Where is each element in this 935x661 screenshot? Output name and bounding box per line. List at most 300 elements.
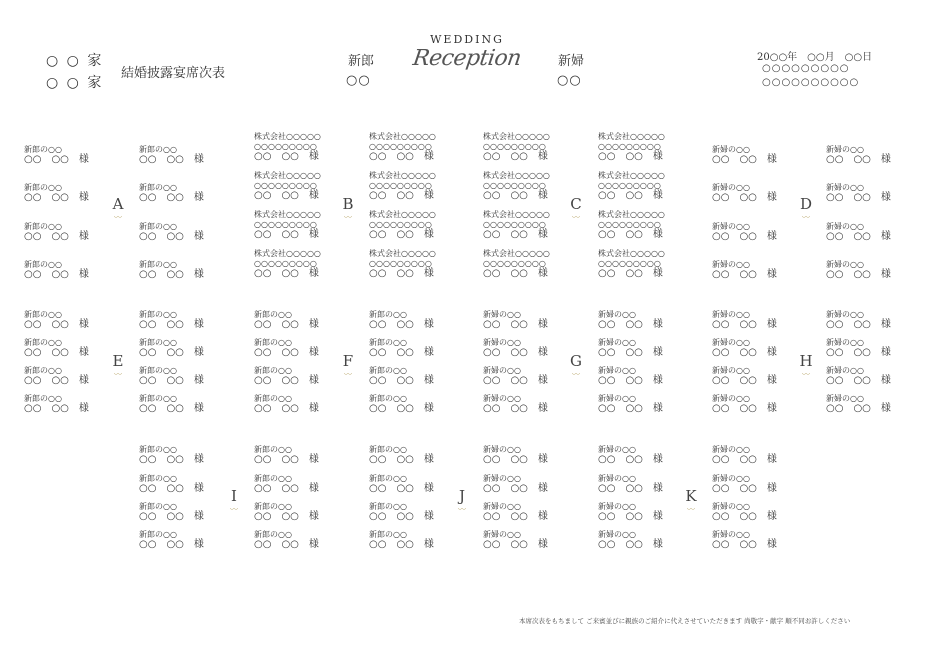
table-label-k	[681, 487, 701, 513]
swirl-ornament: 〰	[344, 213, 352, 222]
honorific-sama: 様	[193, 319, 204, 330]
guest-company: 株式会社○○○○○	[254, 171, 321, 180]
guest-entry	[483, 132, 550, 162]
guest-entry	[826, 338, 891, 358]
guest-entry	[483, 530, 548, 550]
guest-entry	[712, 222, 777, 242]
guest-department: ○○○○○○○○○	[254, 259, 317, 268]
honorific-sama: 様	[308, 268, 319, 279]
guest-relation: 新婦の○○	[598, 366, 636, 375]
guest-entry	[598, 394, 663, 414]
guest-name: ○○ ○○	[826, 319, 871, 330]
guest-name: ○○ ○○	[24, 192, 69, 203]
guest-entry	[483, 366, 548, 386]
honorific-sama: 様	[423, 151, 434, 162]
guest-name: ○○ ○○	[712, 154, 757, 165]
guest-name: ○○ ○○	[712, 192, 757, 203]
guest-name: ○○ ○○	[369, 151, 414, 162]
guest-department: ○○○○○○○○○	[369, 142, 432, 151]
guest-name: ○○ ○○	[712, 375, 757, 386]
guest-name: ○○ ○○	[826, 403, 871, 414]
guest-entry	[369, 530, 434, 550]
table-letter: C	[570, 195, 582, 213]
honorific-sama: 様	[766, 319, 777, 330]
guest-relation: 新婦の○○	[598, 310, 636, 319]
guest-entry	[826, 394, 891, 414]
guest-name: ○○ ○○	[369, 454, 414, 465]
guest-name: ○○ ○○	[369, 190, 414, 201]
guest-entry	[254, 474, 319, 494]
guest-entry	[139, 183, 204, 203]
guest-name: ○○ ○○	[483, 539, 528, 550]
table-label-h	[796, 352, 816, 378]
guest-company: 株式会社○○○○○	[369, 171, 436, 180]
guest-entry	[24, 222, 89, 242]
guest-entry	[483, 502, 548, 522]
honorific-sama: 様	[423, 268, 434, 279]
honorific-sama: 様	[880, 231, 891, 242]
table-letter: K	[685, 487, 697, 505]
guest-name: ○○ ○○	[826, 269, 871, 280]
honorific-sama: 様	[652, 511, 663, 522]
honorific-sama: 様	[193, 403, 204, 414]
honorific-sama: 様	[880, 347, 891, 358]
guest-relation: 新婦の○○	[712, 338, 750, 347]
table-letter: E	[112, 352, 124, 370]
guest-department: ○○○○○○○○○	[254, 220, 317, 229]
guest-name: ○○ ○○	[369, 403, 414, 414]
honorific-sama: 様	[308, 511, 319, 522]
swirl-ornament: 〰	[572, 370, 580, 379]
guest-entry	[483, 210, 550, 240]
honorific-sama: 様	[652, 268, 663, 279]
table-label-c	[566, 195, 586, 221]
guest-relation: 新郎の○○	[139, 474, 177, 483]
guest-relation: 新婦の○○	[483, 366, 521, 375]
guest-entry	[369, 366, 434, 386]
honorific-sama: 様	[78, 192, 89, 203]
guest-name: ○○ ○○	[254, 347, 299, 358]
guest-entry	[712, 183, 777, 203]
guest-relation: 新郎の○○	[254, 502, 292, 511]
guest-relation: 新婦の○○	[712, 310, 750, 319]
guest-entry	[598, 132, 665, 162]
guest-entry	[369, 394, 434, 414]
guest-entry	[254, 210, 321, 240]
honorific-sama: 様	[308, 539, 319, 550]
guest-relation: 新郎の○○	[24, 338, 62, 347]
guest-department: ○○○○○○○○○	[483, 220, 546, 229]
guest-relation: 新郎の○○	[369, 338, 407, 347]
honorific-sama: 様	[880, 403, 891, 414]
guest-entry	[712, 366, 777, 386]
guest-department: ○○○○○○○○○	[598, 259, 661, 268]
guest-entry	[483, 171, 550, 201]
guest-relation: 新婦の○○	[826, 366, 864, 375]
honorific-sama: 様	[537, 511, 548, 522]
guest-relation: 新婦の○○	[483, 394, 521, 403]
guest-name: ○○ ○○	[712, 269, 757, 280]
guest-name: ○○ ○○	[483, 511, 528, 522]
swirl-ornament: 〰	[458, 505, 466, 514]
guest-name: ○○ ○○	[139, 511, 184, 522]
guest-entry	[254, 445, 319, 465]
guest-relation: 新郎の○○	[254, 474, 292, 483]
guest-entry	[369, 249, 436, 279]
honorific-sama: 様	[423, 511, 434, 522]
swirl-ornament: 〰	[572, 213, 580, 222]
table-label-g	[566, 352, 586, 378]
guest-name: ○○ ○○	[369, 319, 414, 330]
guest-relation: 新郎の○○	[254, 394, 292, 403]
guest-entry	[254, 132, 321, 162]
guest-relation: 新婦の○○	[483, 310, 521, 319]
honorific-sama: 様	[537, 347, 548, 358]
swirl-ornament: 〰	[687, 505, 695, 514]
honorific-sama: 様	[652, 190, 663, 201]
guest-name: ○○ ○○	[483, 190, 528, 201]
guest-company: 株式会社○○○○○	[369, 249, 436, 258]
guest-name: ○○ ○○	[24, 154, 69, 165]
guest-company: 株式会社○○○○○	[598, 249, 665, 258]
honorific-sama: 様	[880, 269, 891, 280]
table-letter: F	[342, 352, 354, 370]
guest-relation: 新婦の○○	[712, 260, 750, 269]
honorific-sama: 様	[193, 347, 204, 358]
guest-name: ○○ ○○	[369, 539, 414, 550]
table-label-i	[224, 487, 244, 513]
guest-entry	[139, 530, 204, 550]
honorific-sama: 様	[423, 454, 434, 465]
guest-name: ○○ ○○	[139, 539, 184, 550]
guest-relation: 新郎の○○	[369, 502, 407, 511]
guest-entry	[598, 366, 663, 386]
guest-relation: 新婦の○○	[712, 183, 750, 192]
guest-relation: 新郎の○○	[369, 445, 407, 454]
honorific-sama: 様	[652, 539, 663, 550]
guest-name: ○○ ○○	[483, 268, 528, 279]
guest-department: ○○○○○○○○○	[483, 142, 546, 151]
guest-entry	[24, 145, 89, 165]
honorific-sama: 様	[766, 403, 777, 414]
guest-entry	[254, 338, 319, 358]
guest-entry	[598, 210, 665, 240]
guest-relation: 新郎の○○	[24, 366, 62, 375]
guest-company: 株式会社○○○○○	[369, 132, 436, 141]
guest-relation: 新婦の○○	[598, 502, 636, 511]
table-label-a	[108, 195, 128, 221]
guest-name: ○○ ○○	[254, 539, 299, 550]
guest-name: ○○ ○○	[254, 511, 299, 522]
guest-relation: 新婦の○○	[598, 445, 636, 454]
guest-entry	[598, 530, 663, 550]
honorific-sama: 様	[880, 375, 891, 386]
guest-entry	[712, 445, 777, 465]
guest-entry	[598, 249, 665, 279]
guest-name: ○○ ○○	[483, 403, 528, 414]
honorific-sama: 様	[78, 347, 89, 358]
guest-name: ○○ ○○	[712, 539, 757, 550]
guest-entry	[598, 310, 663, 330]
guest-company: 株式会社○○○○○	[483, 210, 550, 219]
guest-name: ○○ ○○	[598, 539, 643, 550]
guest-relation: 新郎の○○	[139, 338, 177, 347]
guest-relation: 新婦の○○	[483, 338, 521, 347]
guest-company: 株式会社○○○○○	[369, 210, 436, 219]
honorific-sama: 様	[537, 268, 548, 279]
guest-relation: 新婦の○○	[712, 530, 750, 539]
guest-relation: 新郎の○○	[24, 222, 62, 231]
guest-name: ○○ ○○	[826, 154, 871, 165]
honorific-sama: 様	[537, 483, 548, 494]
guest-entry	[139, 502, 204, 522]
guest-company: 株式会社○○○○○	[483, 171, 550, 180]
honorific-sama: 様	[766, 269, 777, 280]
honorific-sama: 様	[652, 319, 663, 330]
guest-entry	[712, 145, 777, 165]
honorific-sama: 様	[308, 403, 319, 414]
guest-relation: 新郎の○○	[369, 366, 407, 375]
guest-name: ○○ ○○	[254, 151, 299, 162]
honorific-sama: 様	[193, 231, 204, 242]
honorific-sama: 様	[766, 192, 777, 203]
guest-name: ○○ ○○	[826, 347, 871, 358]
honorific-sama: 様	[766, 231, 777, 242]
guest-department: ○○○○○○○○○	[483, 181, 546, 190]
guest-name: ○○ ○○	[826, 231, 871, 242]
guest-relation: 新郎の○○	[139, 183, 177, 192]
guest-relation: 新郎の○○	[254, 338, 292, 347]
guest-name: ○○ ○○	[254, 375, 299, 386]
guest-name: ○○ ○○	[598, 454, 643, 465]
guest-name: ○○ ○○	[712, 483, 757, 494]
guest-company: 株式会社○○○○○	[254, 210, 321, 219]
guest-name: ○○ ○○	[369, 268, 414, 279]
guest-entry	[826, 222, 891, 242]
guest-name: ○○ ○○	[139, 154, 184, 165]
guest-entry	[483, 474, 548, 494]
guest-relation: 新郎の○○	[24, 394, 62, 403]
guest-entry	[598, 502, 663, 522]
wedding-date: 20○○年 ○○月 ○○日	[757, 52, 873, 63]
guest-entry	[139, 260, 204, 280]
guest-name: ○○ ○○	[483, 319, 528, 330]
guest-name: ○○ ○○	[483, 483, 528, 494]
guest-entry	[254, 249, 321, 279]
guest-entry	[483, 310, 548, 330]
guest-name: ○○ ○○	[712, 231, 757, 242]
honorific-sama: 様	[537, 375, 548, 386]
honorific-sama: 様	[652, 347, 663, 358]
guest-entry	[139, 310, 204, 330]
guest-name: ○○ ○○	[826, 375, 871, 386]
guest-name: ○○ ○○	[139, 192, 184, 203]
honorific-sama: 様	[308, 375, 319, 386]
guest-relation: 新郎の○○	[254, 366, 292, 375]
honorific-sama: 様	[193, 192, 204, 203]
guest-relation: 新婦の○○	[826, 394, 864, 403]
guest-entry	[826, 366, 891, 386]
guest-company: 株式会社○○○○○	[598, 132, 665, 141]
honorific-sama: 様	[193, 269, 204, 280]
guest-entry	[483, 338, 548, 358]
guest-relation: 新郎の○○	[139, 260, 177, 269]
guest-entry	[24, 394, 89, 414]
honorific-sama: 様	[308, 319, 319, 330]
guest-name: ○○ ○○	[139, 231, 184, 242]
guest-name: ○○ ○○	[598, 511, 643, 522]
guest-name: ○○ ○○	[369, 375, 414, 386]
guest-name: ○○ ○○	[598, 347, 643, 358]
honorific-sama: 様	[880, 319, 891, 330]
swirl-ornament: 〰	[802, 213, 810, 222]
honorific-sama: 様	[652, 454, 663, 465]
guest-entry	[139, 145, 204, 165]
guest-name: ○○ ○○	[598, 190, 643, 201]
guest-company: 株式会社○○○○○	[483, 132, 550, 141]
guest-entry	[139, 474, 204, 494]
guest-name: ○○ ○○	[483, 229, 528, 240]
honorific-sama: 様	[537, 229, 548, 240]
guest-relation: 新婦の○○	[712, 222, 750, 231]
honorific-sama: 様	[193, 375, 204, 386]
guest-relation: 新郎の○○	[139, 502, 177, 511]
guest-relation: 新婦の○○	[483, 474, 521, 483]
guest-entry	[24, 310, 89, 330]
guest-name: ○○ ○○	[139, 483, 184, 494]
guest-entry	[598, 474, 663, 494]
guest-relation: 新婦の○○	[712, 445, 750, 454]
groom-family-name: ○ ○ 家	[46, 53, 104, 69]
guest-relation: 新婦の○○	[826, 338, 864, 347]
guest-relation: 新郎の○○	[254, 310, 292, 319]
honorific-sama: 様	[193, 511, 204, 522]
table-label-f	[338, 352, 358, 378]
guest-name: ○○ ○○	[598, 375, 643, 386]
honorific-sama: 様	[880, 192, 891, 203]
table-label-e	[108, 352, 128, 378]
guest-entry	[712, 338, 777, 358]
swirl-ornament: 〰	[344, 370, 352, 379]
guest-entry	[139, 366, 204, 386]
honorific-sama: 様	[766, 483, 777, 494]
guest-department: ○○○○○○○○○	[369, 181, 432, 190]
guest-relation: 新婦の○○	[483, 530, 521, 539]
guest-entry	[139, 222, 204, 242]
guest-name: ○○ ○○	[24, 319, 69, 330]
table-label-d	[796, 195, 816, 221]
guest-entry	[139, 445, 204, 465]
honorific-sama: 様	[308, 190, 319, 201]
guest-department: ○○○○○○○○○	[369, 220, 432, 229]
guest-name: ○○ ○○	[369, 347, 414, 358]
groom-label: 新郎	[348, 54, 375, 69]
guest-relation: 新婦の○○	[826, 183, 864, 192]
guest-name: ○○ ○○	[598, 319, 643, 330]
guest-name: ○○ ○○	[254, 268, 299, 279]
guest-entry	[712, 502, 777, 522]
guest-relation: 新婦の○○	[598, 474, 636, 483]
honorific-sama: 様	[423, 483, 434, 494]
honorific-sama: 様	[423, 539, 434, 550]
guest-entry	[254, 394, 319, 414]
guest-entry	[369, 502, 434, 522]
guest-relation: 新婦の○○	[826, 260, 864, 269]
guest-relation: 新婦の○○	[483, 502, 521, 511]
guest-relation: 新郎の○○	[24, 183, 62, 192]
honorific-sama: 様	[78, 375, 89, 386]
guest-relation: 新郎の○○	[369, 530, 407, 539]
swirl-ornament: 〰	[230, 505, 238, 514]
guest-name: ○○ ○○	[483, 454, 528, 465]
guest-name: ○○ ○○	[369, 229, 414, 240]
guest-name: ○○ ○○	[598, 229, 643, 240]
guest-name: ○○ ○○	[139, 403, 184, 414]
honorific-sama: 様	[652, 151, 663, 162]
honorific-sama: 様	[652, 403, 663, 414]
guest-entry	[254, 366, 319, 386]
honorific-sama: 様	[308, 151, 319, 162]
table-letter: B	[342, 195, 354, 213]
guest-entry	[483, 445, 548, 465]
wedding-heading: WEDDING	[430, 33, 504, 46]
honorific-sama: 様	[423, 403, 434, 414]
guest-company: 株式会社○○○○○	[254, 132, 321, 141]
honorific-sama: 様	[766, 539, 777, 550]
guest-relation: 新婦の○○	[598, 338, 636, 347]
guest-entry	[826, 183, 891, 203]
guest-name: ○○ ○○	[254, 229, 299, 240]
guest-entry	[712, 310, 777, 330]
guest-name: ○○ ○○	[598, 403, 643, 414]
bride-label: 新婦	[558, 54, 585, 69]
swirl-ornament: 〰	[114, 370, 122, 379]
guest-name: ○○ ○○	[712, 511, 757, 522]
guest-entry	[712, 260, 777, 280]
honorific-sama: 様	[308, 454, 319, 465]
guest-relation: 新婦の○○	[598, 394, 636, 403]
guest-entry	[369, 210, 436, 240]
venue-line-1: ○○○○○○○○○	[762, 63, 850, 74]
guest-relation: 新婦の○○	[712, 502, 750, 511]
guest-entry	[254, 171, 321, 201]
guest-relation: 新郎の○○	[369, 394, 407, 403]
guest-entry	[369, 132, 436, 162]
guest-entry	[598, 445, 663, 465]
honorific-sama: 様	[652, 483, 663, 494]
guest-name: ○○ ○○	[712, 403, 757, 414]
guest-entry	[712, 530, 777, 550]
table-label-j	[452, 487, 472, 513]
guest-relation: 新郎の○○	[139, 530, 177, 539]
honorific-sama: 様	[537, 151, 548, 162]
guest-relation: 新婦の○○	[598, 530, 636, 539]
reception-script-heading: Reception	[411, 46, 523, 71]
guest-relation: 新婦の○○	[826, 145, 864, 154]
guest-name: ○○ ○○	[712, 454, 757, 465]
guest-department: ○○○○○○○○○	[598, 142, 661, 151]
venue-line-2: ○○○○○○○○○○	[762, 77, 860, 88]
table-letter: H	[799, 352, 813, 370]
guest-department: ○○○○○○○○○	[483, 259, 546, 268]
guest-entry	[598, 171, 665, 201]
guest-relation: 新郎の○○	[139, 366, 177, 375]
honorific-sama: 様	[537, 539, 548, 550]
guest-relation: 新婦の○○	[712, 366, 750, 375]
honorific-sama: 様	[423, 229, 434, 240]
guest-relation: 新郎の○○	[369, 310, 407, 319]
table-letter: I	[231, 487, 237, 505]
